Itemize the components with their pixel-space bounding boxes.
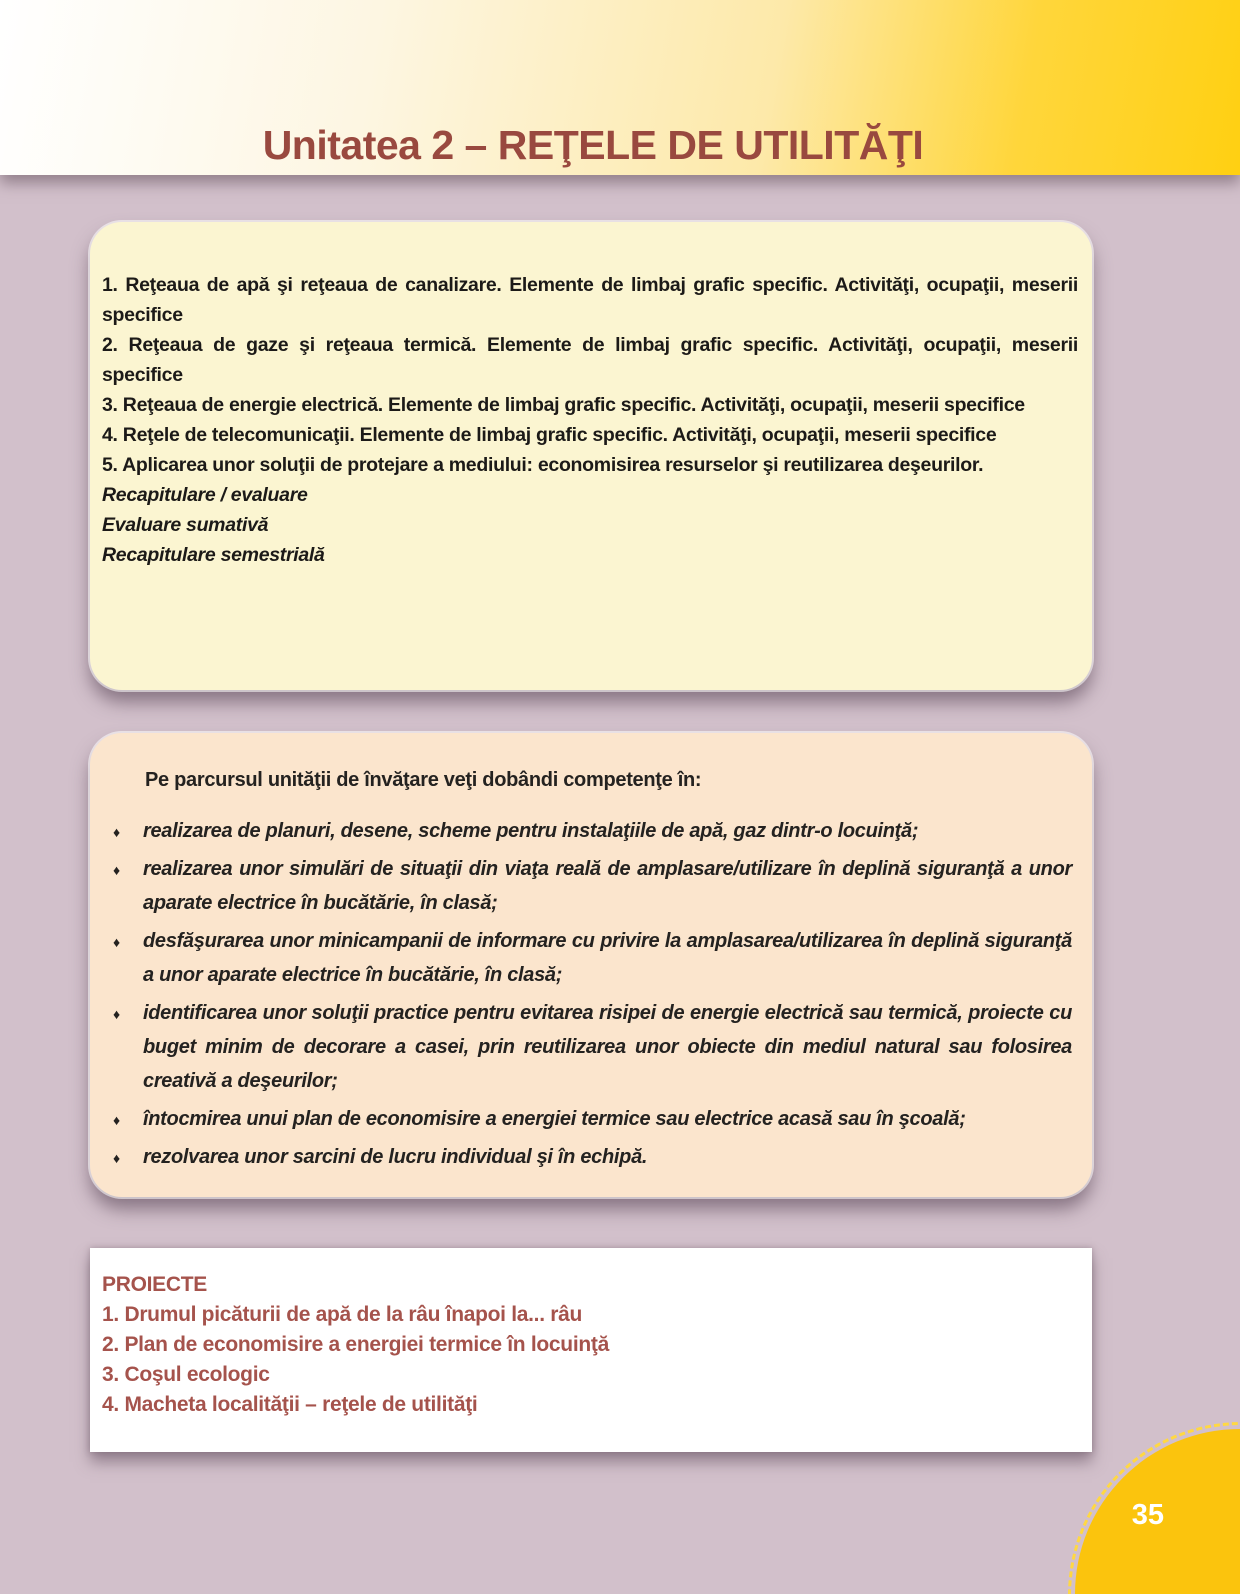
diamond-bullet-icon: ♦: [113, 1112, 120, 1128]
projects-box: [90, 1248, 1092, 1452]
list-item: [90, 924, 1072, 992]
project-item: 3. Coşul ecologic: [102, 1363, 270, 1386]
list-item-text: întocmirea unui plan de economisire a energiei termice sau electrice acasă sau în şcoală;: [143, 1108, 966, 1130]
contents-item: [102, 330, 1078, 390]
title-band: [0, 0, 1240, 175]
projects-header: PROIECTE: [102, 1273, 207, 1296]
list-item: [90, 814, 1072, 848]
diamond-bullet-icon: ♦: [113, 934, 120, 950]
list-item-text: identificarea unor soluţii practice pentru evitarea risipei de energie electrică sau termică, proiecte cu buget minim de decorare a casei, prin reutilizarea unor obiecte din mediul natural sau folosirea creativă a deşeurilor;: [143, 1002, 1072, 1092]
contents-item-number: 3.: [102, 394, 118, 416]
competences-header: Pe parcursul unităţii de învăţare veţi dobândi competenţe în:: [145, 769, 702, 791]
contents-item-text: Reţele de telecomunicaţii. Elemente de limbaj grafic specific. Activităţi, ocupaţii, meserii specifice: [122, 424, 997, 446]
list-item: [90, 1140, 1072, 1174]
unit-contents-box: [90, 222, 1092, 690]
project-item: 4. Macheta localităţii – reţele de utilităţi: [102, 1393, 478, 1416]
contents-item: [102, 270, 1078, 330]
diamond-bullet-icon: ♦: [113, 862, 120, 878]
contents-item-number: 5.: [102, 454, 118, 476]
page-number: 35: [1131, 1499, 1164, 1531]
contents-item: [102, 450, 1078, 480]
competences-list: [90, 814, 1072, 1174]
diamond-bullet-icon: ♦: [113, 1006, 120, 1022]
list-item: [90, 852, 1072, 920]
list-item: [90, 1102, 1072, 1136]
contents-item: [102, 390, 1078, 420]
contents-extra-line: Recapitulare semestrială: [102, 544, 325, 566]
project-item: 2. Plan de economisire a energiei termice în locuinţă: [102, 1333, 609, 1356]
contents-item-text: Reţeaua de energie electrică. Elemente de limbaj grafic specific. Activităţi, ocupaţii, meserii specifice: [122, 394, 1025, 416]
project-item: 1. Drumul picăturii de apă de la râu înapoi la... râu: [102, 1303, 583, 1326]
contents-extra-line: Evaluare sumativă: [102, 514, 269, 536]
list-item: [90, 996, 1072, 1098]
contents-item: [102, 420, 1078, 450]
contents-item-text: Aplicarea unor soluţii de protejare a mediului: economisirea resurselor şi reutilizarea deşeurilor.: [122, 454, 984, 476]
list-item-text: rezolvarea unor sarcini de lucru individual şi în echipă.: [143, 1146, 648, 1168]
diamond-bullet-icon: ♦: [113, 1150, 120, 1166]
contents-item-text: Reţeaua de apă şi reţeaua de canalizare. Elemente de limbaj grafic specific. Activităţi, ocupaţii, meserii specifice: [102, 274, 1079, 326]
contents-extra-line: Recapitulare / evaluare: [102, 484, 308, 506]
competences-box: [90, 733, 1092, 1197]
list-item-text: realizarea de planuri, desene, scheme pentru instalaţiile de apă, gaz dintr-o locuinţă;: [143, 820, 919, 842]
contents-item-text: Reţeaua de gaze şi reţeaua termică. Elemente de limbaj grafic specific. Activităţi, ocupaţii, meserii specifice: [102, 334, 1078, 386]
contents-item-number: 2.: [102, 334, 118, 356]
list-item-text: desfăşurarea unor minicampanii de informare cu privire la amplasarea/utilizarea în deplină siguranţă a unor aparate electrice în bucătărie, în clasă;: [143, 930, 1072, 986]
diamond-bullet-icon: ♦: [113, 824, 120, 840]
list-item-text: realizarea unor simulări de situaţii din viaţa reală de amplasare/utilizare în deplină siguranţă a unor aparate electrice în bucătărie, în clasă;: [143, 858, 1072, 914]
contents-item-number: 1.: [102, 274, 118, 296]
contents-item-number: 4.: [102, 424, 118, 446]
page-title: Unitatea 2 – REŢELE DE UTILITĂŢI: [262, 122, 924, 168]
